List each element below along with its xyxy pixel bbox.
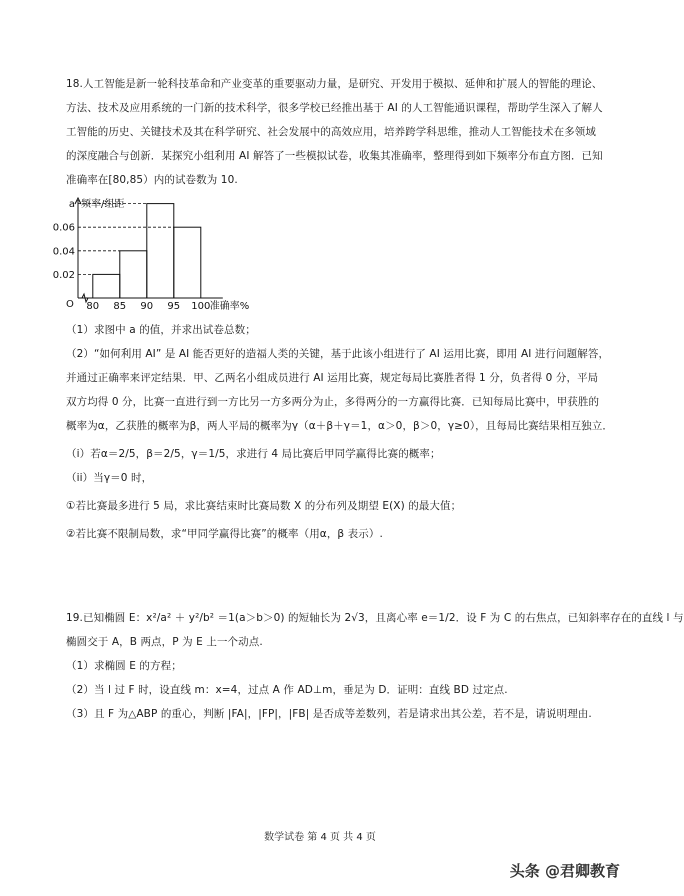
q18-part2-line: 并通过正确率来评定结果．甲、乙两名小组成员进行 AI 运用比赛，规定每局比赛胜者得 1 分，负者得 0 分，平局	[66, 372, 599, 384]
q19-part1: （1）求椭圆 E 的方程；	[66, 660, 182, 672]
frequency-histogram	[52, 196, 250, 316]
q19-part3: （3）且 F 为△ABP 的重心，判断 |FA|，|FP|，|FB| 是否成等差数列，若是请求出其公差，若不是，请说明理由.	[66, 708, 592, 720]
q19-line1: 19.已知椭圆 E：x²/a² ＋ y²/b² ＝1(a＞b＞0) 的短轴长为 2√3，且离心率 e＝1/2．设 F 为 C 的右焦点，已知斜率存在的直线 l 与	[66, 612, 684, 624]
q18-intro-line: 方法、技术及应用系统的一门新的技术科学，很多学校已经推出基于 AI 的人工智能通识课程，帮助学生深入了解人	[66, 102, 603, 114]
y-tick-label: 0.06	[52, 222, 75, 234]
histogram-bar	[93, 274, 120, 298]
q18-intro-line: 准确率在[80,85）内的试卷数为 10.	[66, 174, 238, 186]
q19	[66, 606, 684, 726]
y-axis-title: 频率/组距	[81, 199, 125, 210]
y-tick-label: 0.04	[52, 246, 75, 258]
watermark: 头条 @君卿教育	[509, 862, 620, 880]
x-tick-label: 80	[86, 301, 100, 312]
q18-part2-line: （2）“如何利用 AI” 是 AI 能否更好的造福人类的关键，基于此该小组进行了 AI 运用比赛，即用 AI 进行问题解答，	[66, 348, 610, 360]
q18-part2-line: 概率为α，乙获胜的概率为β，两人平局的概率为γ（α＋β＋γ＝1，α＞0，β＞0，γ≥0），且每局比赛结果相互独立．	[66, 420, 613, 432]
q18-intro-line: 18.人工智能是新一轮科技革命和产业变革的重要驱动力量，是研究、开发用于模拟、延伸和扩展人的智能的理论、	[66, 78, 603, 90]
histogram-bar	[120, 251, 147, 298]
x-tick-label: 85	[113, 301, 127, 312]
q19-part2: （2）当 l 过 F 时，设直线 m：x=4，过点 A 作 AD⊥m，垂足为 D．证明：直线 BD 过定点.	[66, 684, 508, 696]
page-footer: 数学试卷 第 4 页 共 4 页	[264, 832, 376, 843]
x-axis-title: 准确率%	[209, 301, 250, 312]
q18-parts	[66, 318, 613, 546]
x-tick-label: 90	[140, 301, 154, 312]
histogram-bar	[174, 227, 201, 298]
x-tick-label: 100	[191, 301, 211, 312]
q18-part-ii: （ii）当γ＝0 时，	[66, 472, 153, 484]
q18-intro-line: 的深度融合与创新．某探究小组利用 AI 解答了一些模拟试卷，收集其准确率，整理得到如下频率分布直方图．已知	[66, 150, 603, 162]
y-tick-label: a	[68, 199, 75, 211]
q18-intro-line: 工智能的历史、关键技术及其在科学研究、社会发展中的高效应用，培养跨学科思维，推动人工智能技术在多领域	[66, 126, 596, 138]
q18-item2: ②若比赛不限制局数，求“甲同学赢得比赛”的概率（用α，β 表示）.	[66, 528, 383, 540]
q18-item1: ①若比赛最多进行 5 局，求比赛结束时比赛局数 X 的分布列及期望 E(X) 的最大值；	[66, 500, 462, 512]
q19-line2: 椭圆交于 A，B 两点，P 为 E 上一个动点.	[66, 636, 263, 648]
q18-part-i: （i）若α＝2/5，β＝2/5，γ＝1/5，求进行 4 局比赛后甲同学赢得比赛的概率；	[66, 448, 441, 460]
q18-intro	[66, 72, 606, 192]
y-tick-label: 0.02	[52, 269, 75, 281]
histogram-bar	[147, 204, 174, 298]
q18-part1: （1）求图中 a 的值，并求出试卷总数；	[66, 324, 256, 336]
q18-part2-line: 双方均得 0 分，比赛一直进行到一方比另一方多两分为止，多得两分的一方赢得比赛．已知每局比赛中，甲获胜的	[66, 396, 600, 408]
origin-label: O	[66, 299, 74, 310]
x-tick-label: 95	[167, 301, 181, 312]
